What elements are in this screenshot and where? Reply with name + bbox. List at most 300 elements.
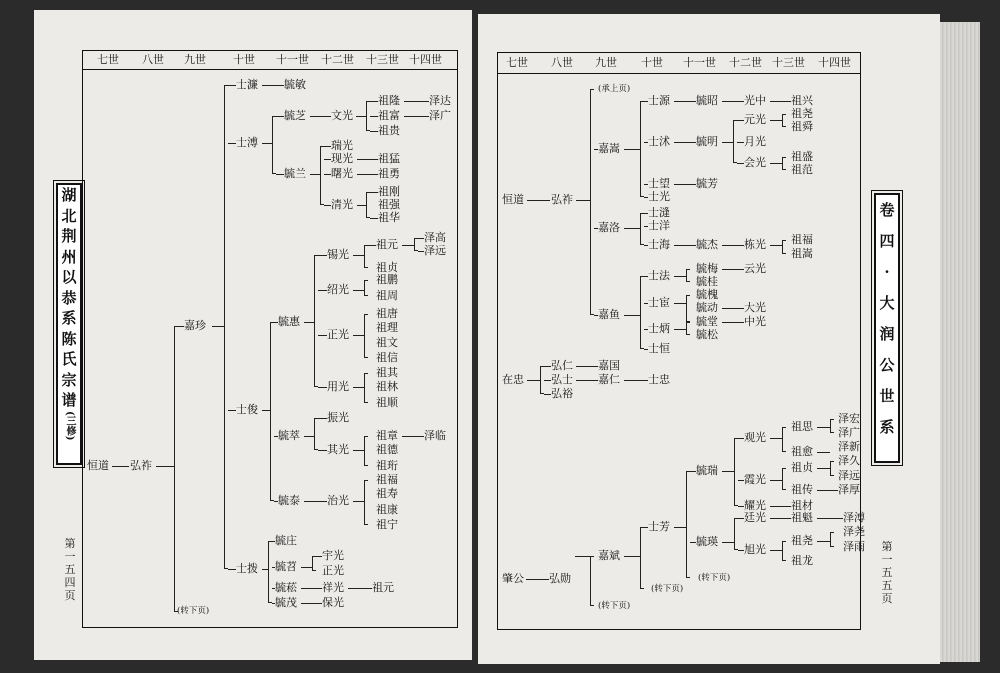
connector-line bbox=[770, 480, 782, 481]
person-name: 恒道 bbox=[502, 193, 524, 206]
bracket bbox=[364, 280, 368, 296]
connector-line bbox=[274, 501, 278, 502]
generation-header: 七世 bbox=[506, 56, 528, 69]
person-name: 毓堂 bbox=[696, 315, 718, 328]
person-name: 士海 bbox=[648, 238, 670, 251]
connector-line bbox=[527, 200, 550, 201]
connector-line bbox=[690, 542, 696, 543]
generation-header: 十二世 bbox=[321, 53, 354, 66]
connector-line bbox=[722, 269, 744, 270]
connector-line bbox=[674, 184, 696, 185]
connector-line bbox=[722, 471, 734, 472]
person-name: 祖福 bbox=[791, 233, 813, 246]
connector-line bbox=[817, 541, 830, 542]
bracket bbox=[830, 461, 834, 476]
title-char: 大 bbox=[879, 294, 895, 312]
person-name: 泽远 bbox=[838, 469, 860, 482]
connector-line bbox=[228, 85, 236, 86]
connector-line bbox=[262, 410, 270, 411]
person-name: 泽广 bbox=[838, 426, 860, 439]
person-name: 正光 bbox=[327, 328, 349, 341]
connector-line bbox=[324, 174, 331, 175]
bracket bbox=[312, 556, 316, 571]
bracket bbox=[830, 532, 834, 547]
person-name: 士宦 bbox=[648, 296, 670, 309]
connector-line bbox=[353, 255, 364, 256]
bracket bbox=[314, 255, 318, 387]
person-name: 霞光 bbox=[744, 473, 766, 486]
connector-line bbox=[402, 245, 414, 246]
person-name: 祖福 bbox=[376, 473, 398, 486]
person-name: 泽尧 bbox=[843, 525, 865, 538]
connector-line bbox=[624, 228, 640, 229]
person-name: 祖鹏 bbox=[376, 273, 398, 286]
connector-line bbox=[575, 556, 590, 557]
person-name: 祖贞 bbox=[791, 461, 813, 474]
connector-line bbox=[402, 436, 424, 437]
person-name: 正光 bbox=[322, 564, 344, 577]
person-name: 嘉嵩 bbox=[598, 142, 620, 155]
person-name: 士忠 bbox=[648, 373, 670, 386]
connector-line bbox=[674, 329, 686, 330]
title-char: 氏 bbox=[61, 350, 77, 368]
continue-note: (转下页) bbox=[698, 573, 731, 583]
connector-line bbox=[272, 541, 275, 542]
person-name: 其光 bbox=[327, 443, 349, 456]
person-name: 祖隆 bbox=[378, 94, 400, 107]
connector-line bbox=[370, 101, 378, 102]
person-name: 士炳 bbox=[648, 322, 670, 335]
continue-note: (转下页) bbox=[177, 606, 210, 616]
connector-line bbox=[738, 550, 744, 551]
connector-line bbox=[324, 205, 331, 206]
person-name: 泽达 bbox=[429, 94, 451, 107]
connector-line bbox=[353, 387, 364, 388]
person-name: 泽厚 bbox=[838, 483, 860, 496]
connector-line bbox=[624, 380, 648, 381]
connector-line bbox=[674, 101, 696, 102]
connector-line bbox=[272, 588, 275, 589]
connector-line bbox=[624, 149, 640, 150]
connector-line bbox=[310, 174, 320, 175]
page-number-char: 第 bbox=[64, 537, 76, 550]
title-char: 四 bbox=[879, 232, 895, 250]
person-name: 嘉鱼 bbox=[598, 308, 620, 321]
bracket bbox=[314, 418, 318, 450]
edition-note: (三修) bbox=[64, 410, 75, 440]
connector-line bbox=[404, 116, 429, 117]
person-name: 祖愈 bbox=[791, 445, 813, 458]
person-name: 祖思 bbox=[791, 420, 813, 433]
title-char: 宗 bbox=[61, 370, 77, 389]
person-name: 毓明 bbox=[696, 135, 718, 148]
connector-line bbox=[318, 255, 327, 256]
title-char: 谱 bbox=[61, 391, 77, 409]
connector-line bbox=[674, 527, 686, 528]
left-side-title bbox=[56, 183, 82, 465]
bracket bbox=[272, 116, 276, 174]
person-name: 祖尧 bbox=[791, 534, 813, 547]
continue-note: (转下页) bbox=[651, 584, 684, 594]
person-name: 祖龙 bbox=[791, 554, 813, 567]
connector-line bbox=[276, 116, 284, 117]
connector-line bbox=[318, 450, 327, 451]
generation-header: 十三世 bbox=[772, 56, 805, 69]
continue-note: (承上页) bbox=[598, 84, 631, 94]
person-name: 会光 bbox=[744, 156, 766, 169]
person-name: 耀光 bbox=[744, 499, 766, 512]
person-name: 毓瑞 bbox=[696, 464, 718, 477]
connector-line bbox=[527, 380, 540, 381]
connector-line bbox=[318, 387, 327, 388]
connector-line bbox=[594, 149, 598, 150]
page-number-char: 五 bbox=[881, 579, 893, 592]
person-name: 振光 bbox=[327, 411, 349, 424]
bracket bbox=[366, 192, 370, 218]
person-name: 士拨 bbox=[236, 562, 258, 575]
person-name: 祖寿 bbox=[376, 487, 398, 500]
person-name: 栋光 bbox=[744, 238, 766, 251]
person-name: 祖猛 bbox=[378, 152, 400, 165]
person-name: 祖贵 bbox=[378, 124, 400, 137]
connector-line bbox=[272, 603, 275, 604]
connector-line bbox=[262, 143, 272, 144]
person-name: 弘祚 bbox=[551, 193, 573, 206]
connector-line bbox=[722, 245, 744, 246]
page-number-char: 第 bbox=[881, 540, 893, 553]
connector-line bbox=[318, 335, 327, 336]
person-name: 泽广 bbox=[429, 109, 451, 122]
title-char: 以 bbox=[61, 268, 77, 286]
title-char: 湖 bbox=[61, 186, 77, 204]
connector-line bbox=[770, 245, 782, 246]
connector-line bbox=[356, 116, 366, 117]
connector-line bbox=[644, 303, 648, 304]
person-name: 旭光 bbox=[744, 543, 766, 556]
page-number-char: 四 bbox=[64, 576, 76, 589]
connector-line bbox=[738, 438, 744, 439]
person-name: 月光 bbox=[744, 135, 766, 148]
person-name: 毓敏 bbox=[284, 78, 306, 91]
person-name: 泽远 bbox=[424, 244, 446, 257]
connector-line bbox=[770, 120, 782, 121]
person-name: 治光 bbox=[327, 494, 349, 507]
bracket bbox=[364, 436, 368, 466]
connector-line bbox=[594, 228, 598, 229]
bracket bbox=[640, 213, 644, 245]
left-page-number bbox=[63, 537, 77, 602]
connector-line bbox=[228, 410, 236, 411]
connector-line bbox=[644, 184, 648, 185]
person-name: 泽高 bbox=[424, 231, 446, 244]
person-name: 廷光 bbox=[744, 511, 766, 524]
person-name: 士光 bbox=[648, 190, 670, 203]
person-name: 士俊 bbox=[236, 403, 258, 416]
connector-line bbox=[722, 308, 744, 309]
person-name: 毓庄 bbox=[275, 534, 297, 547]
connector-line bbox=[228, 143, 236, 144]
person-name: 宇光 bbox=[322, 549, 344, 562]
person-name: 曙光 bbox=[331, 167, 353, 180]
bracket bbox=[734, 438, 738, 506]
bracket bbox=[830, 419, 834, 433]
connector-line bbox=[262, 85, 284, 86]
connector-line bbox=[624, 556, 640, 557]
person-name: 祖信 bbox=[376, 351, 398, 364]
person-name: 祖魁 bbox=[791, 511, 813, 524]
connector-line bbox=[272, 567, 275, 568]
person-name: 观光 bbox=[744, 431, 766, 444]
connector-line bbox=[738, 518, 744, 519]
connector-line bbox=[357, 205, 366, 206]
person-name: 祥光 bbox=[322, 581, 344, 594]
generation-header: 十二世 bbox=[729, 56, 762, 69]
connector-line bbox=[644, 349, 648, 350]
title-char: 北 bbox=[61, 206, 77, 225]
person-name: 毓萃 bbox=[278, 429, 300, 442]
person-name: 祖刚 bbox=[378, 185, 400, 198]
bracket bbox=[640, 527, 644, 589]
person-name: 中光 bbox=[744, 315, 766, 328]
right-page-number bbox=[880, 540, 894, 605]
connector-line bbox=[817, 468, 830, 469]
person-name: 绍光 bbox=[327, 283, 349, 296]
bracket bbox=[224, 85, 228, 569]
generation-header: 八世 bbox=[551, 56, 573, 69]
title-char: 润 bbox=[879, 325, 895, 343]
generation-header: 十一世 bbox=[683, 56, 716, 69]
person-name: 祖林 bbox=[376, 380, 398, 393]
connector-line bbox=[817, 452, 830, 453]
bracket bbox=[364, 245, 368, 268]
person-name: 祖尧 bbox=[791, 107, 813, 120]
connector-line bbox=[770, 550, 782, 551]
connector-line bbox=[594, 315, 598, 316]
connector-line bbox=[644, 213, 648, 214]
connector-line bbox=[370, 218, 378, 219]
connector-line bbox=[817, 427, 830, 428]
person-name: 元光 bbox=[744, 113, 766, 126]
left-header-row bbox=[82, 50, 458, 70]
connector-line bbox=[738, 506, 744, 507]
connector-line bbox=[353, 450, 364, 451]
person-name: 云光 bbox=[744, 262, 766, 275]
connector-line bbox=[212, 326, 224, 327]
bracket bbox=[686, 471, 690, 578]
connector-line bbox=[301, 567, 312, 568]
person-name: 祖理 bbox=[376, 321, 398, 334]
connector-line bbox=[644, 276, 648, 277]
connector-line bbox=[304, 501, 327, 502]
connector-line bbox=[370, 192, 378, 193]
bracket bbox=[270, 322, 274, 501]
person-name: 嘉仁 bbox=[598, 373, 620, 386]
page-number-char: 页 bbox=[64, 589, 76, 602]
person-name: 士望 bbox=[648, 177, 670, 190]
connector-line bbox=[526, 579, 549, 580]
connector-line bbox=[644, 245, 648, 246]
bracket bbox=[590, 89, 594, 315]
page-number-char: 页 bbox=[881, 592, 893, 605]
bracket bbox=[640, 276, 644, 349]
person-name: 士源 bbox=[648, 94, 670, 107]
connector-line bbox=[690, 471, 696, 472]
person-name: 士洋 bbox=[648, 219, 670, 232]
person-name: 弘士 bbox=[551, 373, 573, 386]
generation-header: 九世 bbox=[184, 53, 206, 66]
page-edges bbox=[940, 22, 980, 662]
bracket bbox=[268, 541, 272, 603]
person-name: 保光 bbox=[322, 596, 344, 609]
connector-line bbox=[644, 527, 648, 528]
title-char: 荆 bbox=[61, 227, 77, 245]
person-name: 祖舜 bbox=[791, 120, 813, 133]
bracket bbox=[782, 468, 786, 490]
bracket bbox=[782, 114, 786, 127]
person-name: 弘勋 bbox=[549, 572, 571, 585]
person-name: 祖兴 bbox=[791, 94, 813, 107]
connector-line bbox=[156, 466, 174, 467]
person-name: 毓梅 bbox=[696, 262, 718, 275]
person-name: 祖其 bbox=[376, 366, 398, 379]
bracket bbox=[364, 373, 368, 403]
connector-line bbox=[674, 276, 686, 277]
person-name: 祖元 bbox=[376, 238, 398, 251]
person-name: 文光 bbox=[331, 109, 353, 122]
person-name: 毓芳 bbox=[696, 177, 718, 190]
connector-line bbox=[644, 197, 648, 198]
person-name: 祖贞 bbox=[376, 261, 398, 274]
connector-line bbox=[348, 588, 372, 589]
connector-line bbox=[353, 335, 364, 336]
connector-line bbox=[304, 322, 314, 323]
person-name: 祖元 bbox=[372, 581, 394, 594]
person-name: 弘裕 bbox=[551, 387, 573, 400]
person-name: 毓兰 bbox=[284, 167, 306, 180]
connector-line bbox=[737, 163, 744, 164]
title-char: 系 bbox=[879, 418, 895, 436]
person-name: 毓松 bbox=[696, 328, 718, 341]
bracket bbox=[686, 269, 690, 282]
connector-line bbox=[770, 518, 791, 519]
bracket bbox=[734, 518, 738, 550]
connector-line bbox=[722, 542, 734, 543]
page-number-char: 五 bbox=[881, 566, 893, 579]
person-name: 毓苕 bbox=[275, 560, 297, 573]
connector-line bbox=[624, 315, 640, 316]
connector-line bbox=[276, 174, 284, 175]
generation-header: 十四世 bbox=[818, 56, 851, 69]
person-name: 士芳 bbox=[648, 520, 670, 533]
person-name: 泽雨 bbox=[843, 540, 865, 553]
person-name: 毓菘 bbox=[275, 581, 297, 594]
person-name: 泽宏 bbox=[838, 412, 860, 425]
generation-header: 十四世 bbox=[409, 53, 442, 66]
generation-header: 十一世 bbox=[276, 53, 309, 66]
person-name: 祖传 bbox=[791, 483, 813, 496]
connector-line bbox=[368, 245, 376, 246]
person-name: 大光 bbox=[744, 301, 766, 314]
person-name: 弘祚 bbox=[130, 459, 152, 472]
connector-line bbox=[404, 101, 429, 102]
person-name: 毓槐 bbox=[696, 288, 718, 301]
person-name: 祖华 bbox=[378, 211, 400, 224]
person-name: 用光 bbox=[327, 380, 349, 393]
person-name: 瑞光 bbox=[331, 139, 353, 152]
person-name: 嘉斌 bbox=[598, 549, 620, 562]
title-char: · bbox=[884, 263, 890, 281]
connector-line bbox=[370, 116, 378, 117]
bracket bbox=[782, 157, 786, 170]
connector-line bbox=[274, 322, 278, 323]
person-name: 毓动 bbox=[696, 301, 718, 314]
bracket bbox=[174, 326, 178, 612]
connector-line bbox=[770, 101, 791, 102]
person-name: 毓茂 bbox=[275, 596, 297, 609]
connector-line bbox=[644, 101, 648, 102]
connector-line bbox=[304, 436, 314, 437]
bracket bbox=[686, 322, 690, 335]
connector-line bbox=[112, 466, 129, 467]
connector-line bbox=[817, 490, 838, 491]
person-name: 祖德 bbox=[376, 443, 398, 456]
connector-line bbox=[301, 603, 322, 604]
person-name: 士溥 bbox=[236, 136, 258, 149]
connector-line bbox=[674, 303, 686, 304]
person-name: 光中 bbox=[744, 94, 766, 107]
person-name: 现光 bbox=[331, 152, 353, 165]
person-name: 祖盛 bbox=[791, 150, 813, 163]
connector-line bbox=[817, 518, 843, 519]
person-name: 士恒 bbox=[648, 342, 670, 355]
person-name: 肇公 bbox=[502, 572, 524, 585]
person-name: 毓杰 bbox=[696, 238, 718, 251]
title-char: 卷 bbox=[879, 201, 895, 219]
person-name: 恒道 bbox=[87, 459, 109, 472]
person-name: 泽新 bbox=[838, 440, 860, 453]
connector-line bbox=[544, 380, 551, 381]
connector-line bbox=[324, 159, 331, 160]
person-name: 士漨 bbox=[648, 206, 670, 219]
connector-line bbox=[353, 290, 364, 291]
connector-line bbox=[544, 394, 551, 395]
title-char: 系 bbox=[61, 309, 77, 327]
title-char: 公 bbox=[879, 356, 895, 374]
person-name: 祖顺 bbox=[376, 396, 398, 409]
bracket bbox=[364, 480, 368, 525]
person-name: 祖章 bbox=[376, 429, 398, 442]
bracket bbox=[590, 556, 594, 606]
connector-line bbox=[722, 101, 744, 102]
connector-line bbox=[722, 142, 733, 143]
connector-line bbox=[644, 142, 648, 143]
title-char: 陈 bbox=[61, 329, 77, 348]
connector-line bbox=[178, 326, 184, 327]
person-name: 泽久 bbox=[838, 454, 860, 467]
bracket bbox=[364, 314, 368, 358]
connector-line bbox=[644, 329, 648, 330]
page-number-char: 五 bbox=[64, 563, 76, 576]
connector-line bbox=[674, 245, 696, 246]
connector-line bbox=[738, 480, 744, 481]
right-side-title bbox=[874, 193, 900, 463]
connector-line bbox=[770, 163, 782, 164]
title-char: 世 bbox=[879, 387, 895, 405]
connector-line bbox=[737, 142, 744, 143]
person-name: 士法 bbox=[648, 269, 670, 282]
person-name: 毓惠 bbox=[278, 315, 300, 328]
connector-line bbox=[674, 142, 696, 143]
